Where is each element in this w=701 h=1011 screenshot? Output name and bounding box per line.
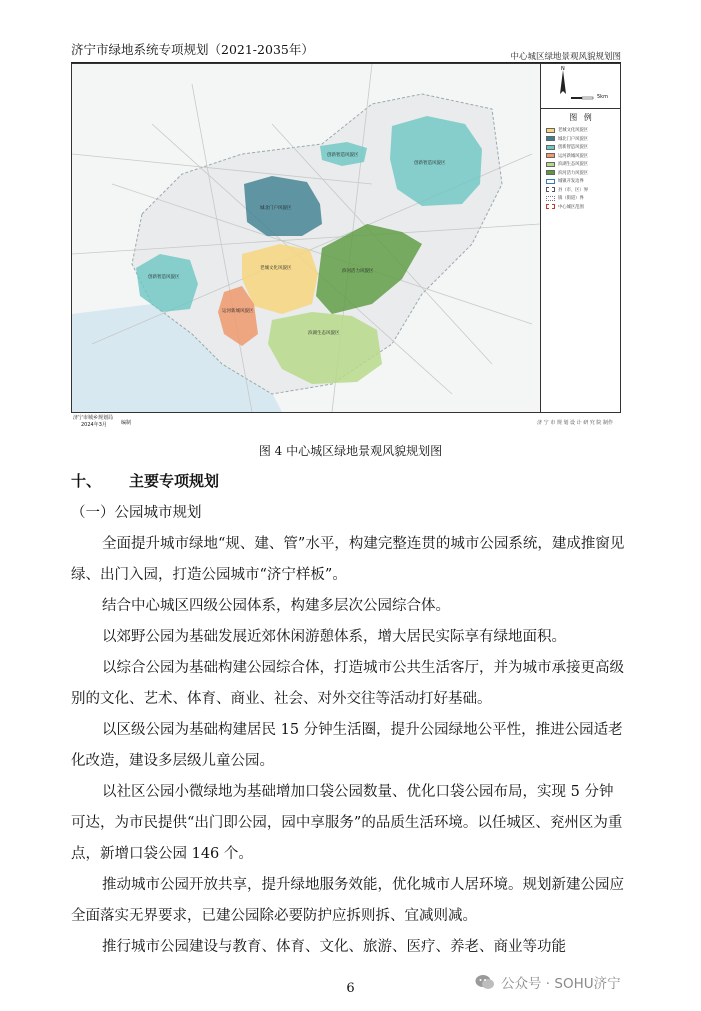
zone-label: 创新智造风貌区 <box>327 153 359 158</box>
map-footer-right: 济 宁 市 规 划 设 计 研 究 院 制作 <box>537 420 613 426</box>
map-footer-org: 济宁市城乡规划局 <box>73 415 114 421</box>
legend-swatch <box>546 145 555 150</box>
paragraph: 全面提升城市绿地“规、建、管”水平，构建完整连贯的城市公园系统，建成推窗见绿、出门入园，打造公园城市“济宁样板”。 <box>71 536 625 583</box>
zone-label: 城北门户风貌区 <box>260 206 292 211</box>
map-footer-compiled: 编制 <box>121 420 132 426</box>
north-arrow-icon <box>541 64 621 108</box>
page-number: 6 <box>346 981 355 996</box>
subsection-heading: （一）公园城市规划 <box>71 505 202 521</box>
section-title: 主要专项规划 <box>129 472 220 490</box>
legend-swatch <box>546 187 555 192</box>
zone-label: 滨河活力风貌区 <box>342 269 374 274</box>
legend-item: 老城文化风貌区 <box>546 126 588 135</box>
legend-item: 创新智造风貌区 <box>546 143 588 152</box>
zone-label: 滨湖生态风貌区 <box>308 331 340 336</box>
paragraph: 以区级公园为基础构建居民 15 分钟生活圈，提升公园绿地公平性，推进公园适老化改造，建设多层级儿童公园。 <box>71 722 623 769</box>
wechat-icon <box>475 974 495 990</box>
map-canvas <box>72 64 540 412</box>
paragraph: 推行城市公园建设与教育、体育、文化、旅游、医疗、养老、商业等功能 <box>102 939 566 955</box>
legend-swatch <box>546 170 555 175</box>
legend-swatch <box>546 162 555 167</box>
zone-innovation-west <box>136 254 198 312</box>
figure-caption: 图 4 中心城区绿地景观风貌规划图 <box>258 444 443 458</box>
paragraph: 以社区公园小微绿地为基础增加口袋公园数量、优化口袋公园布局，实现 5 分钟可达，为市民提供“出门即公园，园中享服务”的品质生活环境。以任城区、兖州区为重点，新增口袋公园 146 个。 <box>71 784 623 862</box>
legend-list <box>546 126 588 211</box>
header-map-title: 中心城区绿地景观风貌规划图 <box>510 52 621 62</box>
north-arrow-panel <box>541 64 621 109</box>
watermark <box>475 972 621 992</box>
watermark-text: 公众号 · SOHU济宁 <box>501 976 621 992</box>
paragraph: 推动城市公园开放共享，提升绿地服务效能，优化城市人居环境。规划新建公园应全面落实无界要求，已建公园除必要防护应拆则拆、宜减则减。 <box>71 877 624 924</box>
map-footer-date: 2024年3月 <box>81 422 107 428</box>
scale-label: 5km <box>597 94 608 100</box>
legend-swatch <box>546 136 555 141</box>
legend-swatch <box>546 204 555 209</box>
legend-swatch <box>546 179 555 184</box>
legend-item: 县（市、区）界 <box>546 186 588 195</box>
paragraph: 结合中心城区四级公园体系，构建多层次公园综合体。 <box>102 598 450 614</box>
legend-swatch <box>546 128 555 133</box>
svg-text:N: N <box>561 66 565 72</box>
legend-swatch <box>546 196 555 201</box>
paragraph: 以综合公园为基础构建公园综合体，打造城市公共生活客厅，并为城市承接更高级别的文化、艺术、体育、商业、社会、对外交往等活动打好基础。 <box>71 660 624 707</box>
header-doc-title: 济宁市绿地系统专项规划（2021-2035年） <box>71 42 314 57</box>
zone-label: 创新智造风貌区 <box>414 161 446 166</box>
paragraph: 以郊野公园为基础发展近郊休闲游憩体系，增大居民实际享有绿地面积。 <box>102 629 566 645</box>
legend-item: 滨湖生态风貌区 <box>546 160 588 169</box>
map-frame <box>71 63 621 413</box>
legend-item: 城北门户风貌区 <box>546 135 588 144</box>
legend-item: 滨河活力风貌区 <box>546 169 588 178</box>
zone-label: 老城文化风貌区 <box>260 266 292 271</box>
legend-swatch <box>546 153 555 158</box>
legend-title: 图 例 <box>569 113 594 122</box>
map-legend <box>540 64 621 412</box>
legend-item: 中心城区范围 <box>546 203 588 212</box>
legend-item: 运河新城风貌区 <box>546 152 588 161</box>
section-heading <box>71 470 219 491</box>
map-footer <box>71 413 621 429</box>
legend-item: 城镇开发边界 <box>546 177 588 186</box>
section-number: 十、 <box>71 472 102 490</box>
legend-item: 镇（街道）界 <box>546 194 588 203</box>
zone-label: 创新智造风貌区 <box>148 275 180 280</box>
zone-label: 运河新城风貌区 <box>222 309 254 314</box>
